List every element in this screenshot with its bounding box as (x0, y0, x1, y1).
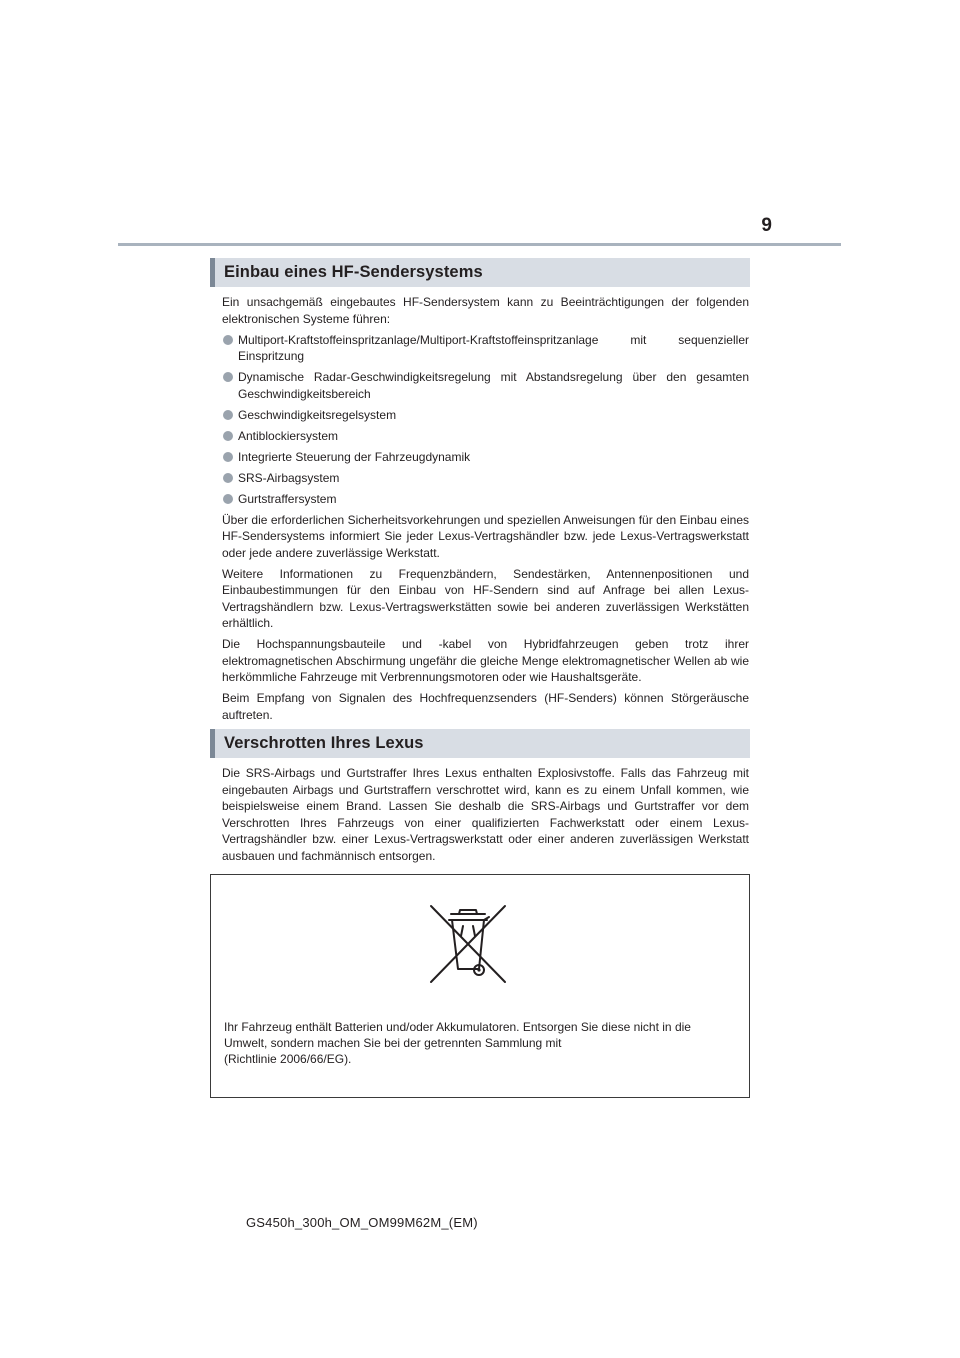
bullet-icon (223, 452, 233, 462)
list-item (222, 407, 749, 424)
body-paragraph: Die Hochspannungsbauteile und -kabel von Hybridfahrzeugen geben trotz ihrer elektromagnetischen Abschirmung ungefähr die gleiche Menge elektromagnetischer Wellen ab wie herkömmliche Fahrzeuge mit Verbrennungsmotoren oder wie Haushaltsgeräte. (222, 637, 749, 684)
list-item-text: Multiport-Kraftstoffeinspritzanlage/Multiport-Kraftstoffeinspritzanlage mit sequenzieller Einspritzung (238, 332, 749, 363)
section-header-scrapping (210, 729, 750, 758)
bullet-icon (223, 410, 233, 420)
battery-notice-box (210, 874, 750, 1098)
list-item-text: SRS-Airbagsystem (238, 470, 340, 485)
list-item (222, 369, 749, 402)
list-item-text: Dynamische Radar-Geschwindigkeitsregelung mit Abstandsregelung über den gesamten Geschwindigkeitsbereich (238, 370, 749, 401)
list-item (222, 491, 749, 508)
bullet-icon (223, 372, 233, 382)
body-paragraph: Über die erforderlichen Sicherheitsvorkehrungen und speziellen Anweisungen für den Einbau eines HF-Sendersystems informiert Sie jeder Lexus-Vertragshändler bzw. jede Lexus-Vertragswerkstatt oder jede andere zuverlässige Werkstatt. (222, 512, 749, 560)
page-number: 9 (761, 215, 772, 236)
body-paragraph: Weitere Informationen zu Frequenzbändern, Sendestärken, Antennenpositionen und Einbaubestimmungen für den Einbau von HF-Sendern sind auf Anfrage bei allen Lexus-Vertragshändlern bzw. Lexus-Vertragswerkstätten sowie bei anderen zuverlässigen Werkstätten erhältlich. (222, 566, 749, 630)
bullet-icon (223, 494, 233, 504)
bullet-icon (223, 473, 233, 483)
section-title: Einbau eines HF-Sendersystems (224, 263, 483, 281)
list-item (222, 332, 749, 365)
footer-document-code: GS450h_300h_OM_OM99M62M_(EM) (246, 1215, 478, 1230)
body-paragraph: Beim Empfang von Signalen des Hochfrequenzsenders (HF-Senders) können Störgeräusche auftreten. (222, 691, 749, 722)
battery-notice-line: Umwelt, sondern machen Sie bei der getrennten Sammlung mit (224, 1036, 562, 1050)
list-item (222, 470, 749, 487)
intro-paragraph: Ein unsachgemäß eingebautes HF-Sendersystem kann zu Beeinträchtigungen der folgenden elektronischen Systeme führen: (222, 295, 749, 326)
battery-notice-line: (Richtlinie 2006/66/EG). (224, 1052, 352, 1066)
bullet-icon (223, 431, 233, 441)
list-item (222, 428, 749, 445)
battery-notice-line: Ihr Fahrzeug enthält Batterien und/oder Akkumulatoren. Entsorgen Sie diese nicht in die (224, 1020, 691, 1034)
list-item-text: Geschwindigkeitsregelsystem (238, 407, 397, 422)
list-item (222, 449, 749, 466)
section-body-scrapping (222, 765, 749, 869)
section-body-hf-sender (222, 294, 749, 728)
list-item-text: Antiblockiersystem (238, 428, 339, 443)
bullet-icon (223, 335, 233, 345)
section-header-hf-sender (210, 258, 750, 287)
top-rule (118, 243, 841, 246)
battery-notice-text (224, 1019, 734, 1067)
section-title: Verschrotten Ihres Lexus (224, 734, 424, 752)
affected-systems-list (222, 332, 749, 508)
list-item-text: Integrierte Steuerung der Fahrzeugdynamik (238, 449, 471, 464)
crossed-out-wheelie-bin-icon (427, 902, 509, 986)
list-item-text: Gurtstraffersystem (238, 491, 337, 506)
body-paragraph: Die SRS-Airbags und Gurtstraffer Ihres Lexus enthalten Explosivstoffe. Falls das Fahrzeug mit eingebauten Airbags und Gurtstraffern verschrottet wird, kann es zu einem Unfall kommen, wie beispielsweise einem Brand. Lassen Sie deshalb die SRS-Airbags und Gurtstraffer vor dem Verschrotten Ihres Fahrzeugs von einer qualifizierten Fachwerkstatt oder einem Lexus-Vertragshändler bzw. einer Lexus-Vertragswerkstatt oder einer anderen zuverlässigen Werkstatt ausbauen und fachmännisch entsorgen. (222, 766, 749, 863)
